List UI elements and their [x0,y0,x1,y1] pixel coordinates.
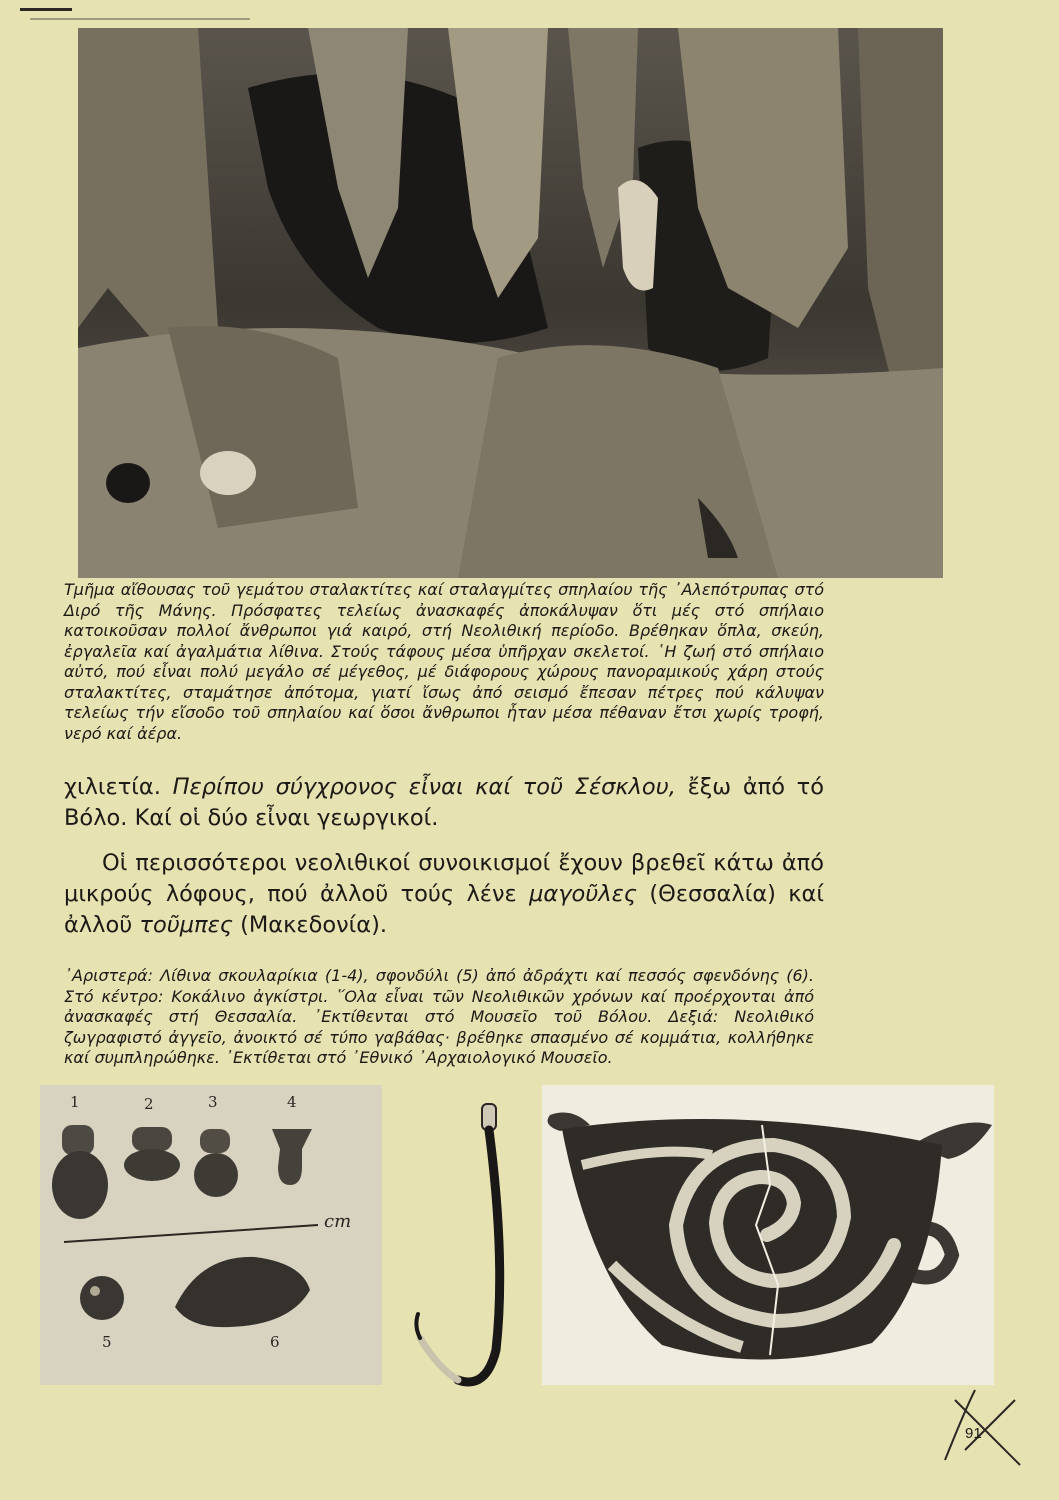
body-text-segment: χιλιετία. [64,774,173,800]
cave-photo [78,28,943,578]
body-text-segment: (Θεσσαλία) καί ἀλλοῦ [64,881,824,938]
page-edge-mark [20,8,72,11]
artifact-label-5: 5 [102,1333,112,1351]
body-text-segment: ἔξω ἀπό τό Βόλο. Καί οἱ δύο εἶναι γεωργικοί. [64,774,824,831]
page-edge-line [30,18,250,20]
bone-hook-photo [398,1100,522,1395]
scale-label: cm [324,1211,352,1232]
artifact-label-3: 3 [208,1093,218,1111]
cave-caption: Τμῆμα αἴθουσας τοῦ γεμάτου σταλακτίτες καί σταλαγμίτες σπηλαίου τῆς ᾿Αλεπότρυπας στό Διρό τῆς Μάνης. Πρόσφατες τελείως ἀνασκαφές ἀποκάλυψαν ὅτι μές στό σπήλαιο κατοικοῦσαν πολλοί ἄνθρωποι γιά καιρό, στή Νεολιθική περίοδο. Βρέθηκαν ὅπλα, σκεύη, ἐργαλεῖα καί ἀγαλμάτια λίθινα. Στούς τάφους μέσα ὑπῆρχαν σκελετοί. ῾Η ζωή στό σπήλαιο αὐτό, πού εἶναι πολύ μεγάλο σέ μέγεθος, μέ διάφορους χώρους πανοραμικούς χάρη στούς σταλακτίτες, σταμάτησε ἀπότομα, γιατί ἴσως ἀπό σεισμό ἔπεσαν πέτρες πού κάλυψαν τελείως τήν εἴσοδο τοῦ σπηλαίου καί ὅσοι ἄνθρωποι ἦταν μέσα πέθαναν ἔτσι χωρίς τροφή, νερό καί ἀέρα. [64,580,824,743]
artifact-label-1: 1 [70,1093,80,1111]
artifacts-photo [40,1085,382,1385]
body-paragraph-1 [64,772,824,834]
page-number: 91 [965,1425,982,1442]
body-text-segment: Οἱ περισσότεροι νεολιθικοί συνοικισμοί ἔχουν βρεθεῖ κάτω ἀπό μικρούς λόφους, πού ἀλλοῦ τούς λένε [64,850,824,907]
painted-vessel-photo [542,1085,994,1385]
body-text-italic: τοῦμπες [139,912,233,938]
artifact-label-6: 6 [270,1333,280,1351]
artifact-label-2: 2 [144,1095,154,1113]
body-text-italic: μαγοῦλες [529,881,638,907]
artifacts-caption: ᾿Αριστερά: Λίθινα σκουλαρίκια (1-4), σφονδύλι (5) ἀπό ἀδράχτι καί πεσσός σφενδόνης (6). Στό κέντρο: Κοκάλινο ἀγκίστρι. ῞Ολα εἶναι τῶν Νεολιθικῶν χρόνων καί προέρχονται ἀπό ἀνασκαφές στή Θεσσαλία. ᾿Εκτίθενται στό Μουσεῖο τοῦ Βόλου. Δεξιά: Νεολιθικό ζωγραφιστό ἀγγεῖο, ἀνοικτό σέ τύπο γαβάθας· βρέθηκε σπασμένο σέ κομμάτια, κολλήθηκε καί συμπληρώθηκε. ᾿Εκτίθεται στό ᾿Εθνικό ᾿Αρχαιολογικό Μουσεῖο. [64,966,814,1067]
body-text-segment: (Μακεδονία). [232,912,388,938]
body-paragraph-2 [64,848,824,941]
body-text-italic: Περίπου σύγχρονος εἶναι καί τοῦ Σέσκλου, [172,774,676,800]
artifact-label-4: 4 [287,1093,297,1111]
